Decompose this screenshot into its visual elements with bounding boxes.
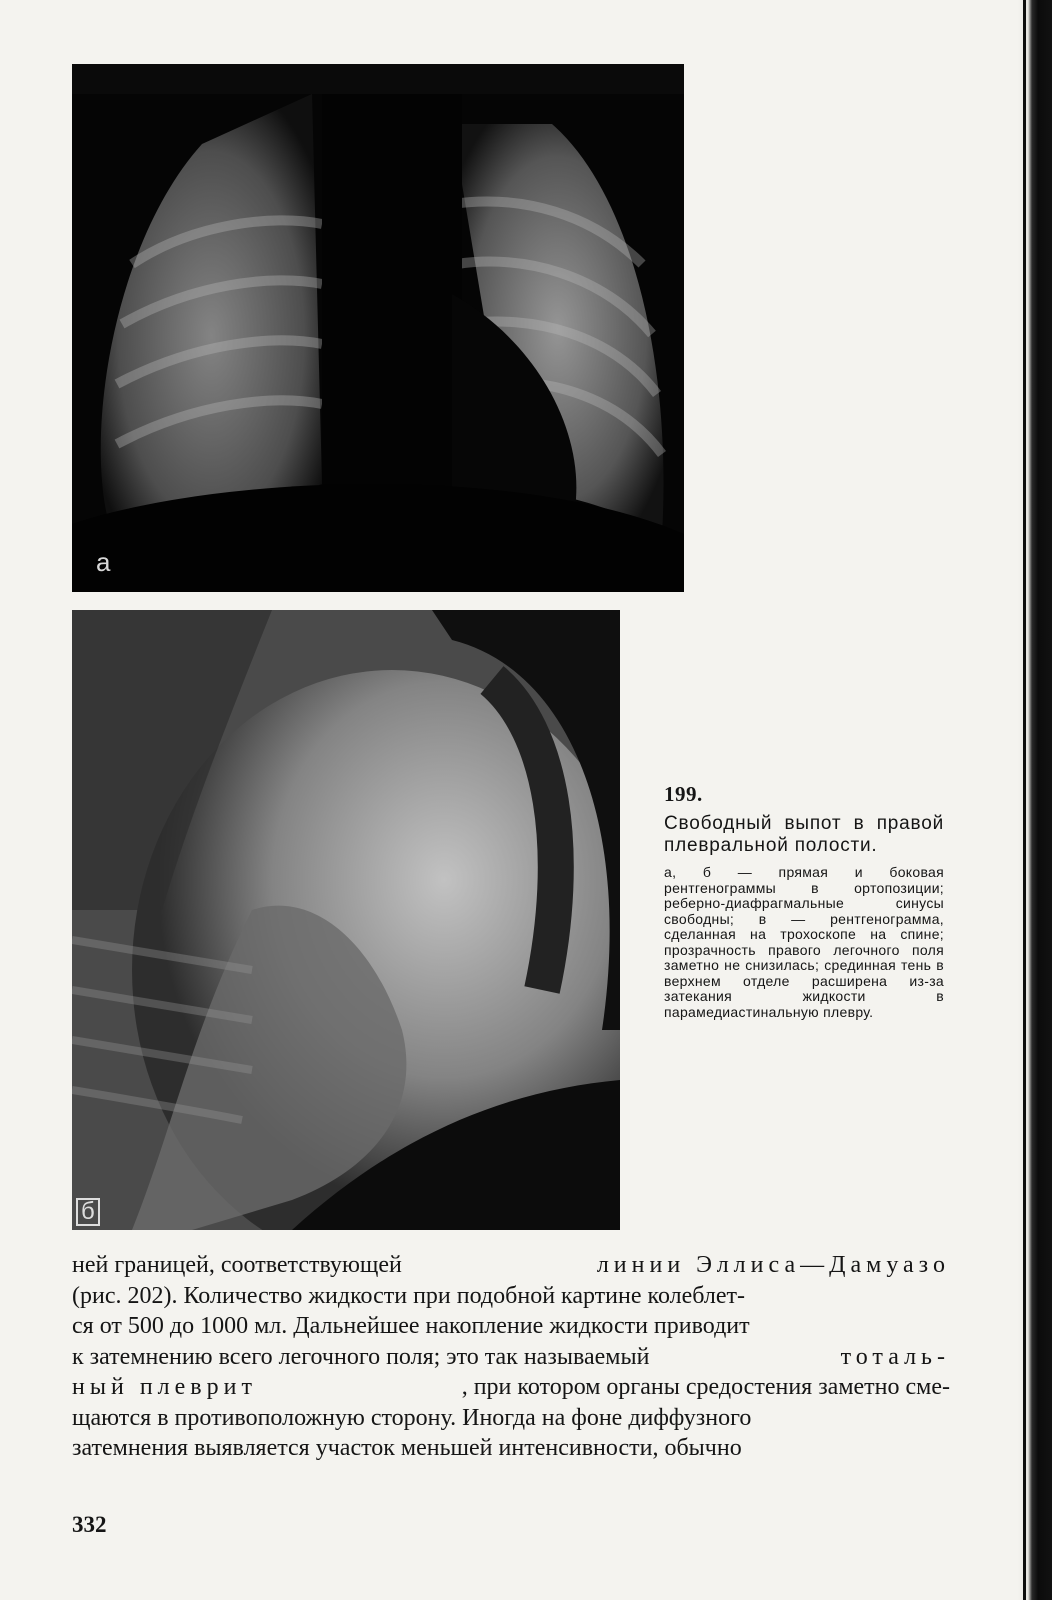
- body-text: [72, 1250, 950, 1464]
- body-line-2-text: (рис. 202). Количество жидкости при подобной картине колеблет-: [72, 1282, 745, 1309]
- body-line-6: [72, 1403, 950, 1434]
- body-line-6-text: щаются в противоположную сторону. Иногда на фоне диффузного: [72, 1404, 752, 1431]
- figure-a-label: а: [96, 547, 111, 577]
- body-line-3-text: ся от 500 до 1000 мл. Дальнейшее накопление жидкости приводит: [72, 1313, 750, 1339]
- body-line-4-spaced: тоталь-: [840, 1343, 950, 1370]
- body-line-1: [72, 1250, 950, 1281]
- caption-number: 199.: [664, 782, 703, 806]
- figure-caption: [664, 782, 944, 1020]
- xray-a-image: [72, 64, 684, 592]
- body-line-3: [72, 1311, 950, 1342]
- body-line-4: [72, 1342, 950, 1373]
- body-line-5: [72, 1372, 950, 1403]
- xray-b-image: [72, 610, 620, 1230]
- body-line-1-spaced: линии Эллиса—Дамуазо: [596, 1252, 950, 1278]
- body-line-7-text: затемнения выявляется участок меньшей интенсивности, обычно: [72, 1435, 742, 1461]
- gutter-edge: [1023, 0, 1026, 1600]
- figure-b-label: б: [76, 1198, 100, 1226]
- page-number: 332: [72, 1512, 107, 1537]
- body-line-1-text: ней границей, соответствующей: [72, 1252, 402, 1278]
- figure-b-lateral-xray: [72, 610, 620, 1230]
- body-line-2: [72, 1281, 950, 1312]
- caption-body: а, б — прямая и боковая рентгенограммы в ортопозиции; реберно-диафрагмальные синусы свободны; в — рентгенограмма, сделанная на трохоскопе на спине; прозрачность правого легочного поля заметно не снизилась; срединная тень в верхнем отделе расширена из-за затекания жидкости в парамедиастинальную плевру.: [664, 864, 944, 1020]
- body-line-5-text: , при котором органы средостения заметно сме-: [461, 1374, 950, 1400]
- figure-a-frontal-xray: [72, 64, 684, 592]
- body-line-5-spaced: ный плеврит: [72, 1374, 257, 1400]
- caption-title: Свободный выпот в правой плевральной полости.: [664, 813, 944, 856]
- body-line-4-text: к затемнению всего легочного поля; это так называемый: [72, 1343, 650, 1370]
- body-line-7: [72, 1433, 950, 1464]
